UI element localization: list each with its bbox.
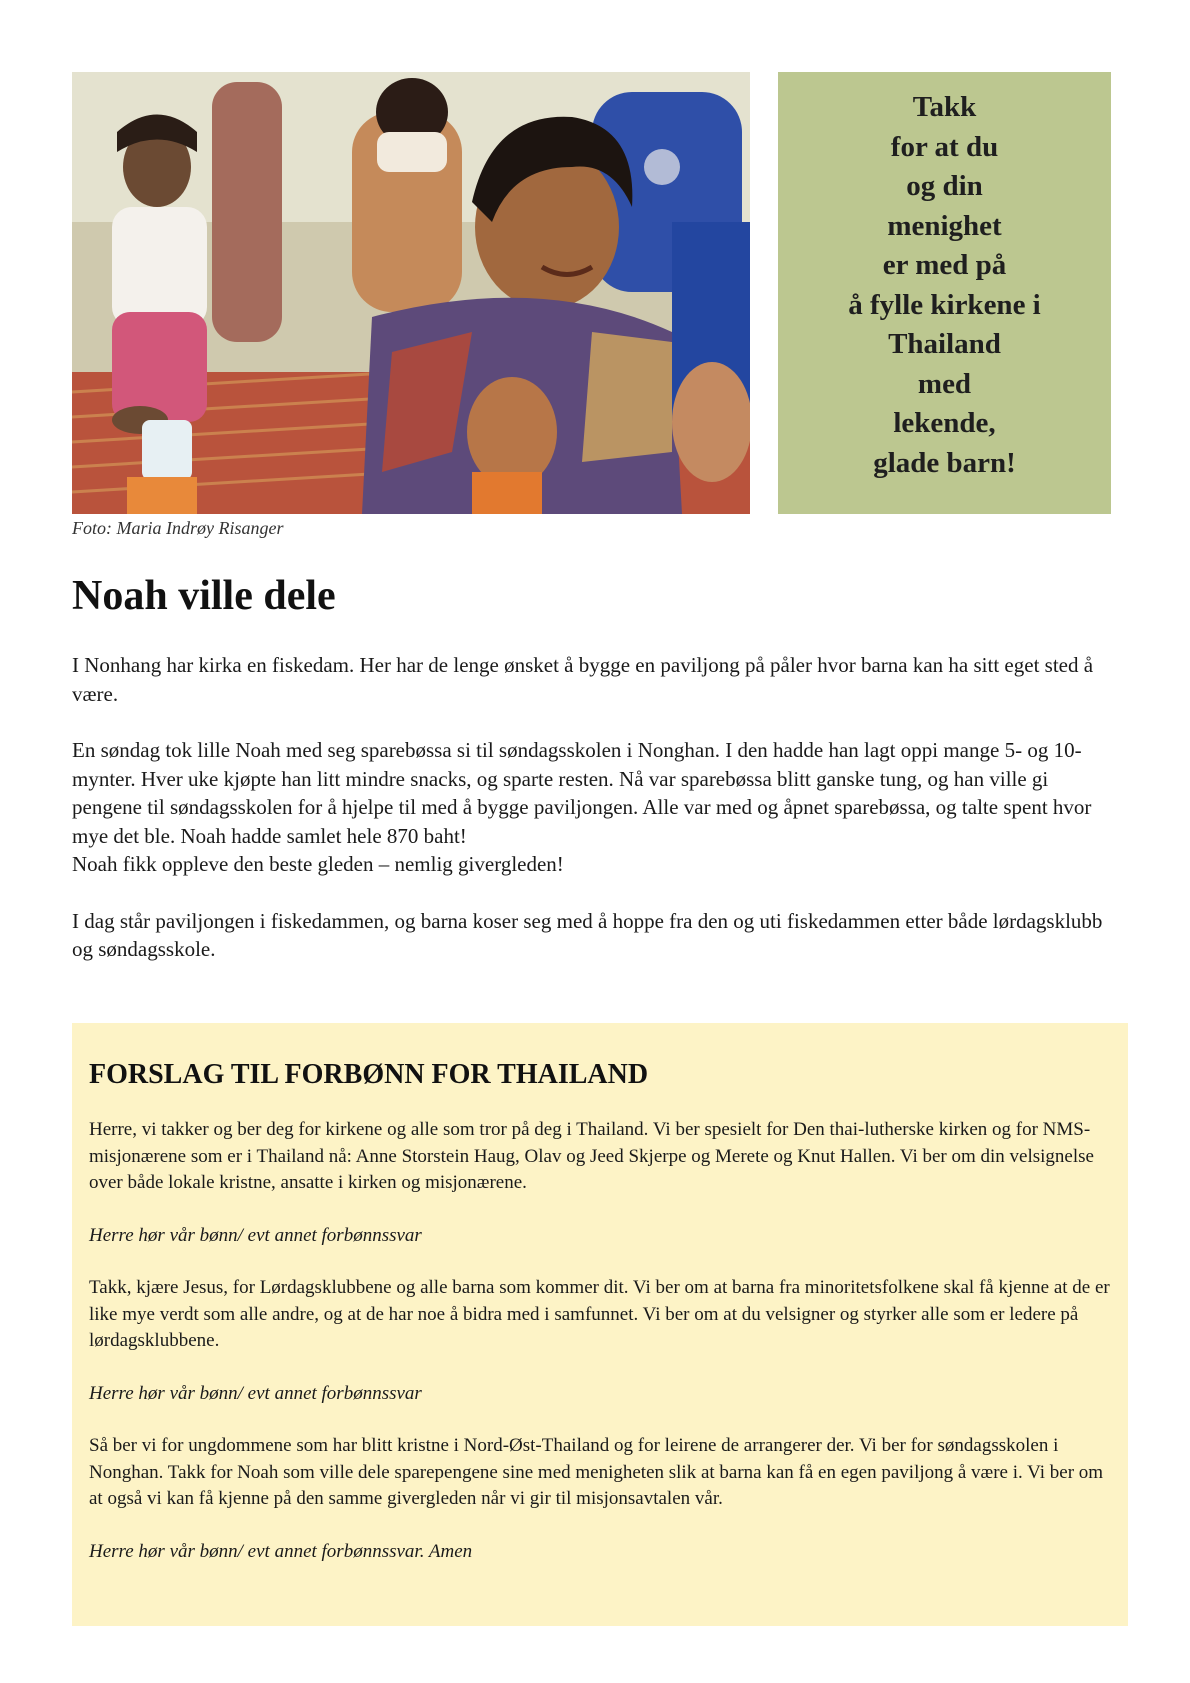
children-photo	[72, 72, 750, 514]
photo-caption: Foto: Maria Indrøy Risanger	[72, 518, 284, 538]
children-photo-illustration	[72, 72, 750, 514]
article-title: Noah ville dele	[72, 573, 336, 619]
thanks-line: for at du	[890, 130, 999, 163]
thanks-line: lekende,	[893, 407, 996, 439]
thanks-line: glade barn!	[873, 446, 1016, 479]
prayer-section	[72, 1023, 1128, 1626]
prayer-response: Herre hør vår bønn/ evt annet forbønnssvar. Amen	[89, 1540, 473, 1562]
prayer-list	[89, 1117, 1112, 1565]
thanks-line: med	[917, 367, 972, 400]
thanks-line: Takk	[912, 91, 977, 123]
prayer-response: Herre hør vår bønn/ evt annet forbønnssvar	[89, 1224, 422, 1246]
thanks-line: er med på	[882, 249, 1007, 281]
prayer-text: Herre, vi takker og ber deg for kirkene og alle som tror på deg i Thailand. Vi ber spesielt for Den thai-lutherske kirken og for NMS-misjonærene som er i Thailand nå: Anne Storstein Haug, Olav og Jeed Skjerpe og Merete og Knut Hallen. Vi ber om din velsignelse over både lokale kristne, ansatte i kirken og misjonærene.	[89, 1119, 1094, 1193]
article-paragraph	[72, 736, 1122, 879]
article-paragraph	[72, 907, 1122, 964]
article-text: I dag står paviljongen i fiskedammen, og barna koser seg med å hoppe fra den og uti fiskedammen etter både lørdagsklubb og søndagsskole.	[72, 908, 1103, 961]
thanks-callout	[778, 72, 1111, 514]
thanks-line: Thailand	[888, 328, 1001, 360]
thanks-line: og din	[906, 170, 983, 202]
prayer-text: Takk, kjære Jesus, for Lørdagsklubbene og alle barna som kommer dit. Vi ber om at barna fra minoritetsfolkene skal få kjenne at de er like mye verdt som alle andre, og at de har noe å bidra med i samfunnet. Vi ber om at du velsigner og styrker alle som er ledere på lørdagsklubbene.	[89, 1277, 1110, 1351]
prayer-text: Så ber vi for ungdommene som har blitt kristne i Nord-Øst-Thailand og for leirene de arrangerer der. Vi ber for søndagsskolen i Nonghan. Takk for Noah som ville dele sparepengene sine med menigheten slik at barna kan få en egen paviljong å være i. Vi ber om at også vi kan få kjenne på den samme givergleden når vi gir til misjonsavtalen vår.	[89, 1435, 1104, 1509]
article-text: I Nonhang har kirka en fiskedam. Her har de lenge ønsket å bygge en paviljong på påler hvor barna kan ha sitt eget sted å være.	[72, 653, 1094, 706]
prayer-response: Herre hør vår bønn/ evt annet forbønnssvar	[89, 1382, 422, 1404]
prayer-heading: FORSLAG TIL FORBØNN FOR THAILAND	[89, 1059, 649, 1090]
article-paragraph	[72, 651, 1122, 708]
article-text: Noah fikk oppleve den beste gleden – nemlig givergleden!	[72, 852, 564, 876]
thanks-line: menighet	[887, 209, 1002, 242]
article-body	[72, 651, 1122, 992]
thanks-line: å fylle kirkene i	[848, 288, 1041, 321]
article-text: En søndag tok lille Noah med seg sparebøssa si til søndagsskolen i Nonghan. I den hadde han lagt oppi mange 5- og 10-mynter. Hver uke kjøpte han litt mindre snacks, og sparte resten. Nå var sparebøssa blitt ganske tung, og han ville gi pengene til søndagsskolen for å hjelpe til med å bygge paviljongen. Alle var med og åpnet sparebøssa, og talte spent hvor mye det ble. Noah hadde samlet hele 870 baht!	[72, 738, 1092, 848]
thanks-message	[815, 88, 1075, 483]
